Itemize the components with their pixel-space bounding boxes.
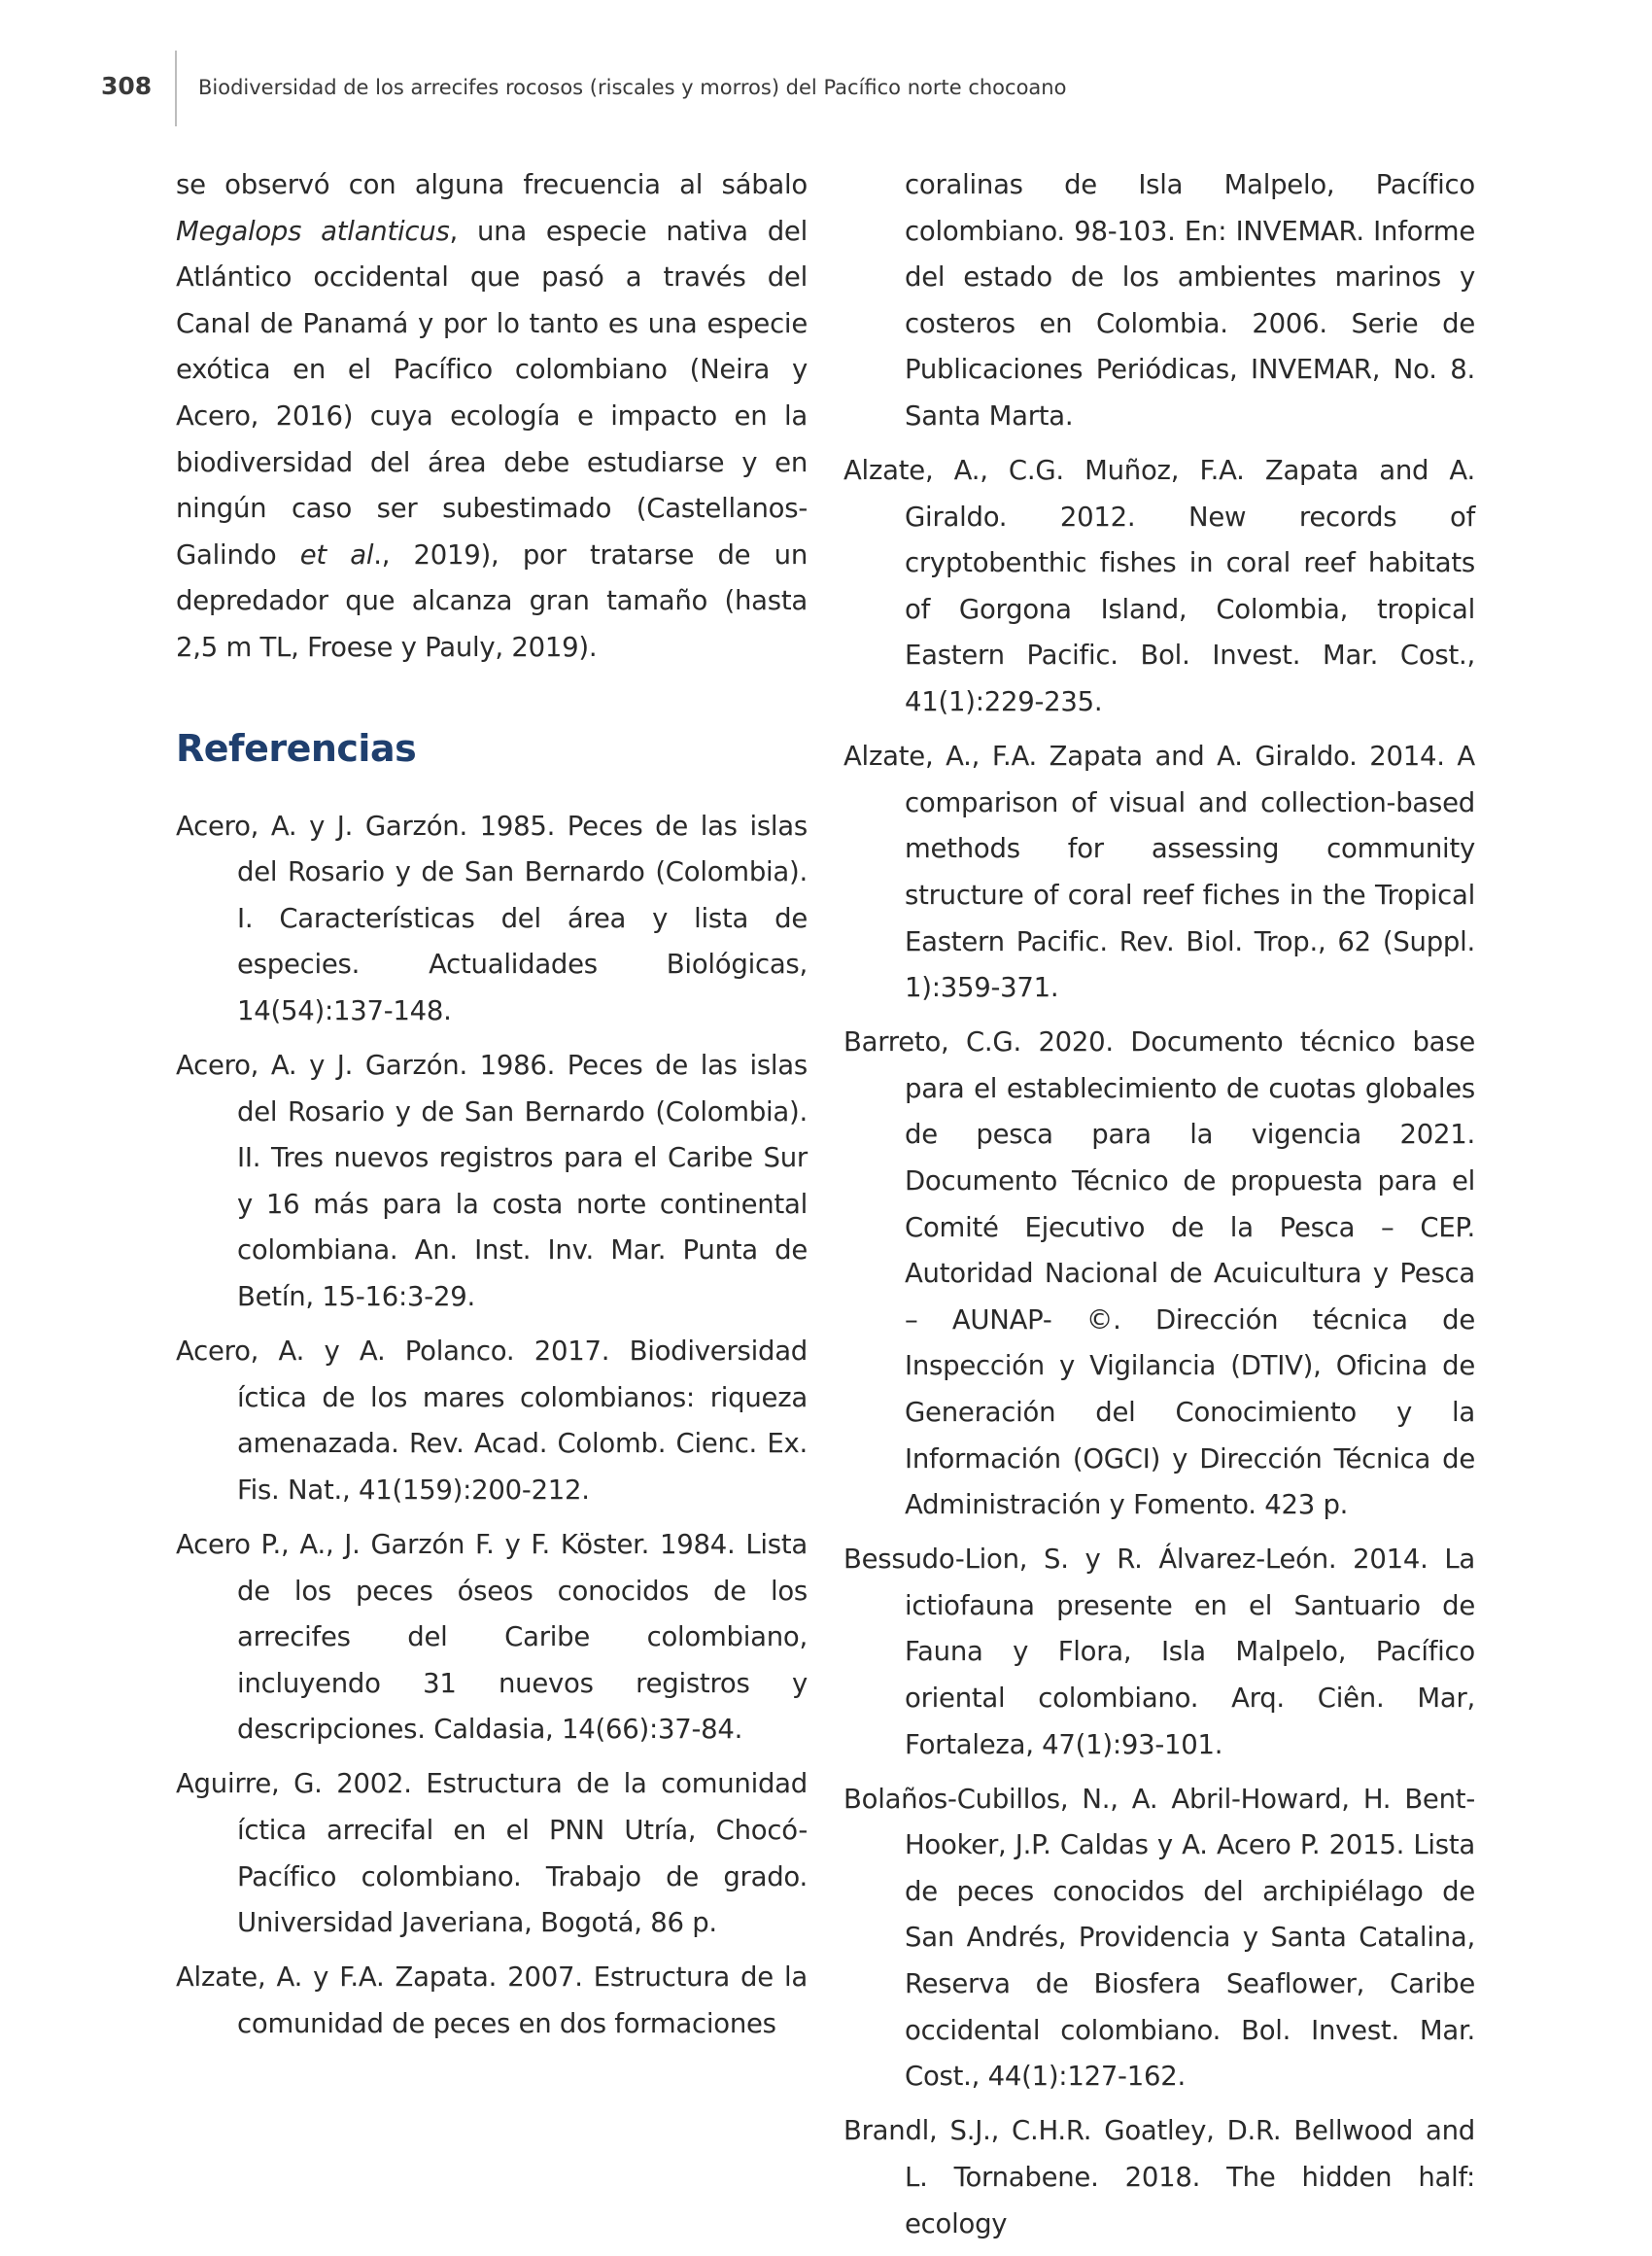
reference-entry: Acero, A. y A. Polanco. 2017. Biodiversidad íctica de los mares colombianos: riqueza amenazada. Rev. Acad. Colomb. Cienc. Ex. Fis. Nat., 41(159):200-212.: [176, 1336, 808, 1506]
left-column: [176, 162, 808, 2056]
reference-entry: Acero, A. y J. Garzón. 1986. Peces de las islas del Rosario y de San Bernardo (Colombia). II. Tres nuevos registros para el Caribe Sur y 16 más para la costa norte continental colombiana. An. Inst. Inv. Mar. Punta de Betín, 15-16:3-29.: [176, 1050, 808, 1312]
intro-paragraph: [176, 162, 808, 672]
reference-entry: Bolaños-Cubillos, N., A. Abril-Howard, H. Bent-Hooker, J.P. Caldas y A. Acero P. 2015. Lista de peces conocidos del archipiélago de San Andrés, Providencia y Santa Catalina, Reserva de Biosfera Seaflower, Caribe occidental colombiano. Bol. Invest. Mar. Cost., 44(1):127-162.: [843, 1783, 1475, 2093]
reference-list-left: [176, 804, 808, 2048]
reference-continuation: coralinas de Isla Malpelo, Pacífico colombiano. 98-103. En: INVEMAR. Informe del estado de los ambientes marinos y costeros en Colombia. 2006. Serie de Publicaciones Periódicas, INVEMAR, No. 8. Santa Marta.: [905, 169, 1475, 432]
intro-text-part-3: ., 2019), por tratarse de un depredador que alcanza gran tamaño (hasta 2,5 m TL, Froese y Pauly, 2019).: [176, 538, 808, 663]
running-title: Biodiversidad de los arrecifes rocosos (riscales y morros) del Pacífico norte chocoano: [198, 76, 1067, 99]
reference-entry: Bessudo-Lion, S. y R. Álvarez-León. 2014. La ictiofauna presente en el Santuario de Fauna y Flora, Isla Malpelo, Pacífico oriental colombiano. Arq. Ciên. Mar, Fortaleza, 47(1):93-101.: [843, 1544, 1475, 1760]
header-divider: [175, 51, 177, 126]
right-column: [843, 162, 1475, 2256]
reference-entry: Acero P., A., J. Garzón F. y F. Köster. 1984. Lista de los peces óseos conocidos de los arrecifes del Caribe colombiano, incluyendo 31 nuevos registros y descripciones. Caldasia, 14(66):37-84.: [176, 1528, 808, 1746]
reference-entry: Alzate, A., C.G. Muñoz, F.A. Zapata and A. Giraldo. 2012. New records of cryptobenthic fishes in coral reef habitats of Gorgona Island, Colombia, tropical Eastern Pacific. Bol. Invest. Mar. Cost., 41(1):229-235.: [843, 455, 1475, 718]
reference-entry: Alzate, A. y F.A. Zapata. 2007. Estructura de la comunidad de peces en dos formaciones: [176, 1961, 808, 2039]
section-heading: Referencias: [176, 726, 417, 770]
intro-text: [176, 162, 808, 672]
reference-entry: Barreto, C.G. 2020. Documento técnico base para el establecimiento de cuotas globales de pesca para la vigencia 2021. Documento Técnico de propuesta para el Comité Ejecutivo de la Pesca – CEP. Autoridad Nacional de Acuicultura y Pesca – AUNAP- ©. Dirección técnica de Inspección y Vigilancia (DTIV), Oficina de Generación del Conocimiento y la Información (OGCI) y Dirección Técnica de Administración y Fomento. 423 p.: [843, 1026, 1475, 1521]
reference-entry: Alzate, A., F.A. Zapata and A. Giraldo. 2014. A comparison of visual and collection-based methods for assessing community structure of coral reef fiches in the Tropical Eastern Pacific. Rev. Biol. Trop., 62 (Suppl. 1):359-371.: [843, 741, 1475, 1004]
page-number: 308: [101, 72, 153, 100]
reference-list-right: [843, 162, 1475, 2247]
intro-text-part-2: , una especie nativa del Atlántico occidental que pasó a través del Canal de Panamá y por lo tanto es una especie exótica en el Pacífico colombiano (Neira y Acero, 2016) cuya ecología e impacto en la biodiversidad del área debe estudiarse y en ningún caso ser subestimado (Castellanos-Galindo: [176, 215, 808, 571]
et-al: et al: [299, 538, 374, 571]
page-header: [0, 0, 1652, 136]
species-name: Megalops atlanticus: [176, 215, 450, 247]
intro-text-part-1: se observó con alguna frecuencia al sábalo: [176, 169, 808, 200]
reference-entry: Aguirre, G. 2002. Estructura de la comunidad íctica arrecifal en el PNN Utría, Chocó-Pacífico colombiano. Trabajo de grado. Universidad Javeriana, Bogotá, 86 p.: [176, 1768, 808, 1939]
reference-entry: Acero, A. y J. Garzón. 1985. Peces de las islas del Rosario y de San Bernardo (Colombia). I. Características del área y lista de especies. Actualidades Biológicas, 14(54):137-148.: [176, 810, 808, 1026]
reference-entry: Brandl, S.J., C.H.R. Goatley, D.R. Bellwood and L. Tornabene. 2018. The hidden half: ecology: [843, 2115, 1475, 2239]
